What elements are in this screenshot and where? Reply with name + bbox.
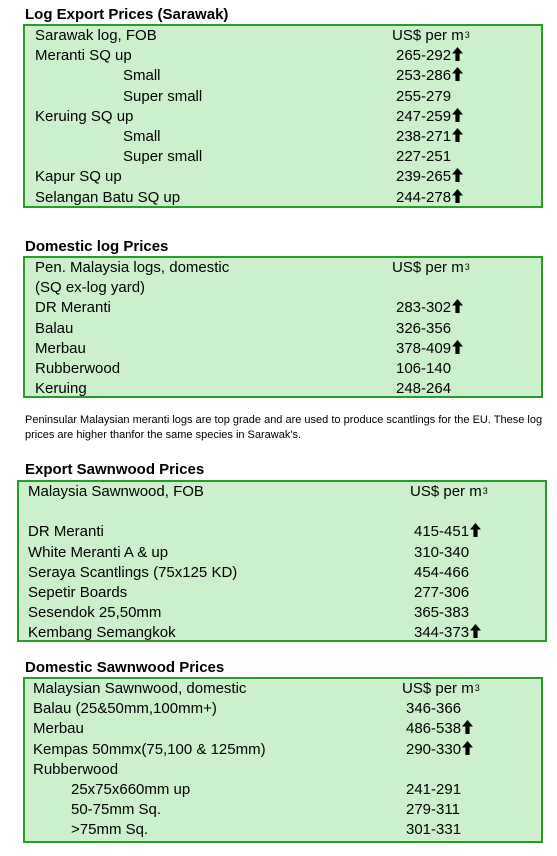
price-range: 238-271 bbox=[396, 127, 452, 145]
table-row bbox=[19, 563, 545, 583]
table-row bbox=[25, 188, 541, 208]
price-range: 283-302 bbox=[396, 299, 452, 317]
up-arrow-icon bbox=[470, 523, 481, 537]
up-arrow-icon bbox=[452, 108, 463, 122]
row-price bbox=[406, 780, 461, 800]
row-label: Super small bbox=[123, 87, 203, 105]
row-label: Merbau bbox=[35, 339, 86, 357]
row-label: 25x75x660mm up bbox=[71, 780, 191, 798]
row-label: Small bbox=[123, 67, 161, 85]
row-label: Balau (25&50mm,100mm+) bbox=[33, 700, 217, 718]
price-range: 301-331 bbox=[406, 821, 462, 839]
row-price bbox=[396, 319, 451, 339]
table-row bbox=[25, 46, 541, 66]
row-label: Keruing bbox=[35, 380, 87, 398]
domestic-log-table bbox=[23, 256, 543, 398]
table-row bbox=[19, 583, 545, 603]
header-unit bbox=[392, 258, 470, 278]
row-label: Rubberwood bbox=[33, 760, 119, 778]
price-range: 227-251 bbox=[396, 148, 452, 166]
price-range: 244-278 bbox=[396, 188, 452, 206]
table-row bbox=[19, 543, 545, 563]
up-arrow-icon bbox=[470, 624, 481, 638]
row-label: Seraya Scantlings (75x125 KD) bbox=[28, 563, 238, 581]
price-range: 454-466 bbox=[414, 563, 470, 581]
row-label: Kembang Semangkok bbox=[28, 624, 176, 642]
table-row bbox=[25, 167, 541, 187]
header-label: Sarawak log, FOB bbox=[35, 27, 157, 44]
up-arrow-icon bbox=[452, 340, 463, 354]
domestic-log-title: Domestic log Prices bbox=[25, 238, 169, 255]
price-range: 247-259 bbox=[396, 107, 452, 125]
table-row bbox=[25, 740, 541, 760]
price-range: 253-286 bbox=[396, 67, 452, 85]
up-arrow-icon bbox=[452, 299, 463, 313]
price-range: 265-292 bbox=[396, 47, 452, 65]
row-price bbox=[396, 87, 451, 107]
table-header-row bbox=[19, 482, 545, 502]
table-row bbox=[25, 699, 541, 719]
unit-superscript: 3 bbox=[482, 486, 488, 496]
price-range: 486-538 bbox=[406, 720, 462, 738]
row-price bbox=[396, 379, 451, 399]
table-row bbox=[25, 319, 541, 339]
row-price bbox=[406, 719, 473, 739]
table-row bbox=[25, 800, 541, 820]
row-price bbox=[396, 359, 451, 379]
row-label: Meranti SQ up bbox=[35, 47, 132, 65]
table-row bbox=[25, 379, 541, 399]
row-label: Sepetir Boards bbox=[28, 583, 128, 601]
up-arrow-icon bbox=[452, 168, 463, 182]
price-range: 241-291 bbox=[406, 780, 462, 798]
up-arrow-icon bbox=[452, 47, 463, 61]
table-row bbox=[25, 147, 541, 167]
table-row bbox=[25, 66, 541, 86]
up-arrow-icon bbox=[462, 741, 473, 755]
row-price bbox=[396, 339, 463, 359]
header-unit bbox=[410, 482, 488, 502]
domestic-sawnwood-table bbox=[23, 677, 543, 843]
row-price bbox=[406, 820, 461, 840]
table-row bbox=[25, 820, 541, 840]
price-range: 239-265 bbox=[396, 168, 452, 186]
row-price bbox=[414, 623, 481, 643]
row-label: Rubberwood bbox=[35, 359, 121, 377]
price-range: 310-340 bbox=[414, 543, 470, 561]
row-label: >75mm Sq. bbox=[71, 821, 149, 839]
price-range: 378-409 bbox=[396, 339, 452, 357]
log-export-table bbox=[23, 24, 543, 208]
price-range: 279-311 bbox=[406, 801, 460, 819]
note-paragraph: Peninsular Malaysian meranti logs are top grade and are used to produce scantlings for the EU. These log prices are higher thanfor the same species in Sarawak's. bbox=[25, 414, 543, 441]
table-row bbox=[25, 298, 541, 318]
table-row bbox=[19, 522, 545, 542]
header-label-2: (SQ ex-log yard) bbox=[35, 279, 146, 297]
row-label: Small bbox=[123, 127, 161, 145]
table-header-row bbox=[25, 26, 541, 46]
row-label: Merbau bbox=[33, 720, 84, 738]
log-export-title: Log Export Prices (Sarawak) bbox=[25, 6, 229, 23]
row-label: Sesendok 25,50mm bbox=[28, 604, 162, 622]
header-unit bbox=[402, 679, 480, 699]
row-price bbox=[396, 167, 463, 187]
table-row bbox=[25, 359, 541, 379]
table-row bbox=[25, 780, 541, 800]
header-label: Malaysia Sawnwood, FOB bbox=[28, 483, 204, 500]
price-range: 248-264 bbox=[396, 380, 452, 398]
price-range: 365-383 bbox=[414, 604, 470, 622]
table-row bbox=[25, 760, 541, 780]
row-price bbox=[414, 563, 469, 583]
row-label: DR Meranti bbox=[28, 523, 104, 541]
row-label: Balau bbox=[35, 319, 74, 337]
price-range: 346-366 bbox=[406, 700, 462, 718]
price-range: 277-306 bbox=[414, 583, 470, 601]
row-price bbox=[396, 107, 463, 127]
header-label: Pen. Malaysia logs, domestic bbox=[35, 259, 230, 276]
row-label: Kempas 50mmx(75,100 & 125mm) bbox=[33, 740, 266, 758]
row-price bbox=[414, 522, 481, 542]
table-row bbox=[25, 339, 541, 359]
price-range: 344-373 bbox=[414, 624, 470, 642]
row-price bbox=[396, 66, 463, 86]
price-range: 326-356 bbox=[396, 319, 452, 337]
row-price bbox=[406, 740, 473, 760]
row-label: Keruing SQ up bbox=[35, 107, 134, 125]
header-unit bbox=[392, 26, 470, 46]
row-price bbox=[396, 46, 463, 66]
unit-superscript: 3 bbox=[464, 262, 470, 272]
price-range: 106-140 bbox=[396, 359, 452, 377]
row-label: DR Meranti bbox=[35, 299, 111, 317]
unit-text: US$ per m bbox=[392, 27, 464, 44]
unit-text: US$ per m bbox=[392, 259, 464, 276]
row-price bbox=[406, 699, 461, 719]
table-row bbox=[19, 603, 545, 623]
row-label: White Meranti A & up bbox=[28, 543, 169, 561]
row-price bbox=[414, 543, 469, 563]
row-price bbox=[396, 127, 463, 147]
export-sawnwood-table bbox=[17, 480, 547, 642]
row-label: Selangan Batu SQ up bbox=[35, 188, 181, 206]
unit-text: US$ per m bbox=[410, 483, 482, 500]
up-arrow-icon bbox=[452, 67, 463, 81]
row-price bbox=[396, 298, 463, 318]
unit-text: US$ per m bbox=[402, 680, 474, 697]
domestic-sawnwood-title: Domestic Sawnwood Prices bbox=[25, 659, 225, 676]
row-price bbox=[414, 583, 469, 603]
table-row bbox=[25, 127, 541, 147]
table-header-row-2 bbox=[19, 502, 545, 522]
table-row bbox=[25, 719, 541, 739]
row-label: Kapur SQ up bbox=[35, 168, 122, 186]
price-range: 290-330 bbox=[406, 740, 462, 758]
export-sawnwood-title: Export Sawnwood Prices bbox=[25, 461, 205, 478]
row-price bbox=[406, 800, 460, 820]
row-price bbox=[396, 147, 451, 167]
table-row bbox=[19, 623, 545, 643]
row-price bbox=[414, 603, 469, 623]
table-header-row bbox=[25, 679, 541, 699]
up-arrow-icon bbox=[452, 128, 463, 142]
unit-superscript: 3 bbox=[474, 683, 480, 693]
row-label: Super small bbox=[123, 148, 203, 166]
up-arrow-icon bbox=[452, 189, 463, 203]
table-header-row bbox=[25, 258, 541, 278]
table-row bbox=[25, 107, 541, 127]
unit-superscript: 3 bbox=[464, 30, 470, 40]
table-header-row-2 bbox=[25, 278, 541, 298]
price-range: 415-451 bbox=[414, 523, 470, 541]
price-range: 255-279 bbox=[396, 87, 452, 105]
row-price bbox=[396, 188, 463, 208]
header-label: Malaysian Sawnwood, domestic bbox=[33, 680, 247, 697]
table-row bbox=[25, 87, 541, 107]
up-arrow-icon bbox=[462, 720, 473, 734]
row-label: 50-75mm Sq. bbox=[71, 801, 162, 819]
